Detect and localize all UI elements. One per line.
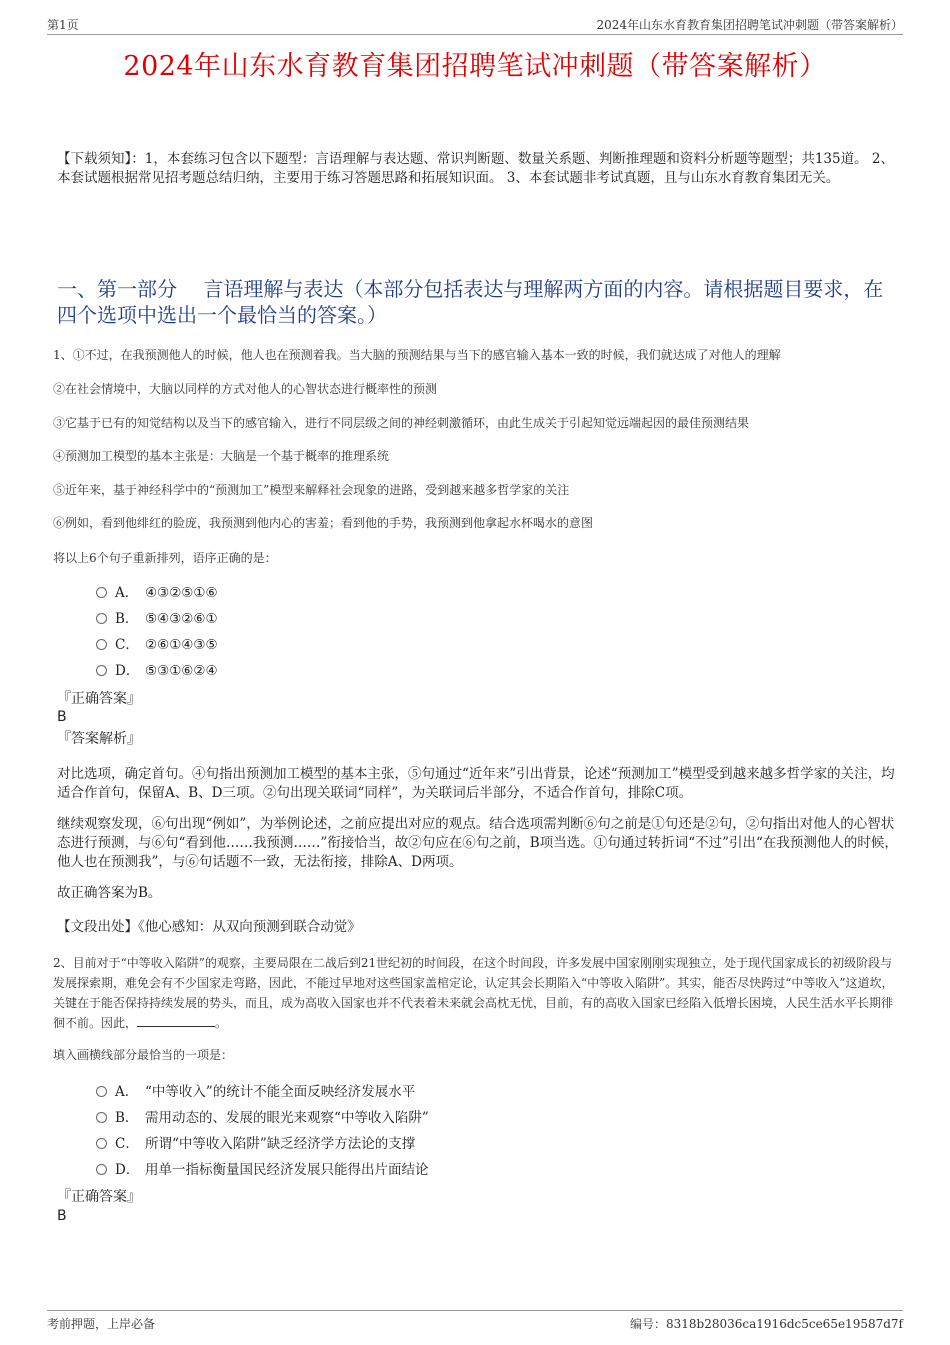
radio-icon[interactable]	[96, 587, 107, 598]
q1-answer: B	[57, 709, 67, 725]
q1-line-5: ⑤近年来，基于神经科学中的“预测加工”模型来解释社会现象的进路，受到越来越多哲学家的关注	[53, 483, 570, 497]
page-header	[47, 14, 903, 35]
q2-option-c[interactable]: C． 所谓“中等收入陷阱”缺乏经济学方法论的支撑	[96, 1134, 415, 1154]
q1-analysis-p3: 故正确答案为B。	[57, 885, 162, 901]
q2-option-a[interactable]: A． “中等收入”的统计不能全面反映经济发展水平	[96, 1082, 415, 1102]
radio-icon[interactable]	[96, 1138, 107, 1149]
radio-icon[interactable]	[96, 665, 107, 676]
page-footer	[47, 1310, 903, 1331]
q2-prompt: 填入画横线部分最恰当的一项是：	[53, 1048, 234, 1062]
q1-option-c[interactable]: C． ②⑥①④③⑤	[96, 635, 218, 655]
q2-text: 2、目前对于“中等收入陷阱”的观察，主要局限在二战后到21世纪初的时间段，在这个时间段，许多发展中国家刚刚实现独立，处于现代国家成长的初级阶段与发展探索期，难免会有不少国家走弯路，因此，不能过早地对这些国家盖棺定论，认定其会长期陷入“中等收入陷阱”。其实，能否尽快跨过“中等收入”这道坎，关键在于能否保持持续发展的势头，而且，成为高收入国家也并不代表着未来就会高枕无忧，目前，有的高收入国家已经陷入低增长困境，人民生活水平长期徘徊不前。因此， 。	[53, 956, 894, 1030]
q2-option-d[interactable]: D． 用单一指标衡量国民经济发展只能得出片面结论	[96, 1160, 429, 1180]
q1-analysis-p1: 对比选项，确定首句。④句指出预测加工模型的基本主张，⑤句通过“近年来”引出背景，论述“预测加工”模型受到越来越多哲学家的关注，均适合作首句，保留A、B、D三项。②句出现关联词“同样”，为关联词后半部分，不适合作首句，排除C项。	[57, 766, 895, 801]
q1-source: 【文段出处】《他心感知：从双向预测到联合动觉》	[57, 919, 361, 935]
q2-answer-label: 『正确答案』	[57, 1189, 141, 1205]
q1-prompt: 将以上6个句子重新排列，语序正确的是：	[53, 551, 277, 565]
q1-analysis-label: 『答案解析』	[57, 731, 141, 747]
q1-option-a[interactable]: A． ④③②⑤①⑥	[96, 583, 218, 603]
radio-icon[interactable]	[96, 613, 107, 624]
q2-option-b[interactable]: B． 需用动态的、发展的眼光来观察“中等收入陷阱”	[96, 1108, 429, 1128]
q1-line-3: ③它基于已有的知觉结构以及当下的感官输入，进行不同层级之间的神经刺激循环，由此生成关于引起知觉远端起因的最佳预测结果	[53, 416, 750, 430]
q1-line-2: ②在社会情境中，大脑以同样的方式对他人的心智状态进行概率性的预测	[53, 382, 438, 396]
fill-blank	[137, 1014, 215, 1027]
footer-slogan: 考前押题，上岸必备	[47, 1317, 156, 1331]
header-doc-name: 2024年山东水育教育集团招聘笔试冲刺题（带答案解析）	[596, 18, 903, 32]
page-number: 第1页	[47, 18, 79, 32]
q1-line-4: ④预测加工模型的基本主张是：大脑是一个基于概率的推理系统	[53, 449, 390, 463]
document-title: 2024年山东水育教育集团招聘笔试冲刺题（带答案解析）	[123, 51, 827, 82]
radio-icon[interactable]	[96, 1086, 107, 1097]
q1-analysis-p2: 继续观察发现，⑥句出现“例如”，为举例论述，之前应提出对应的观点。结合选项需判断⑥句之前是①句还是②句，②句指出对他人的心智状态进行预测，与⑥句“看到他……我预测……”衔接恰当，故②句应在⑥句之前，B项当选。①句通过转折词“不过”引出“在我预测他人的时候，他人也在预测我”，与⑥句话题不一致，无法衔接，排除A、D两项。	[57, 816, 898, 870]
download-notice: 【下载须知】：1，本套练习包含以下题型：言语理解与表达题、常识判断题、数量关系题、判断推理题和资料分析题等题型；共135道。 2、本套试题根据常见招考题总结归纳，主要用于练习答题思路和拓展知识面。 3、本套试题非考试真题，且与山东水育教育集团无关。	[57, 151, 894, 186]
q1-option-b[interactable]: B． ⑤④③②⑥①	[96, 609, 218, 629]
q1-line-1: 1、①不过，在我预测他人的时候，他人也在预测着我。当大脑的预测结果与当下的感官输入基本一致的时候，我们就达成了对他人的理解	[53, 348, 781, 362]
q1-answer-label: 『正确答案』	[57, 691, 141, 707]
section-title: 一、第一部分 言语理解与表达（本部分包括表达与理解两方面的内容。请根据题目要求，在四个选项中选出一个最恰当的答案。）	[57, 277, 884, 327]
radio-icon[interactable]	[96, 1112, 107, 1123]
radio-icon[interactable]	[96, 1164, 107, 1175]
q1-line-6: ⑥例如，看到他绯红的脸庞，我预测到他内心的害羞；看到他的手势，我预测到他拿起水杯喝水的意图	[53, 516, 594, 530]
radio-icon[interactable]	[96, 639, 107, 650]
q1-option-d[interactable]: D． ⑤③①⑥②④	[96, 661, 218, 681]
footer-code: 编号：8318b28036ca1916dc5ce65e19587d7f	[630, 1317, 903, 1331]
q2-answer: B	[57, 1208, 67, 1224]
